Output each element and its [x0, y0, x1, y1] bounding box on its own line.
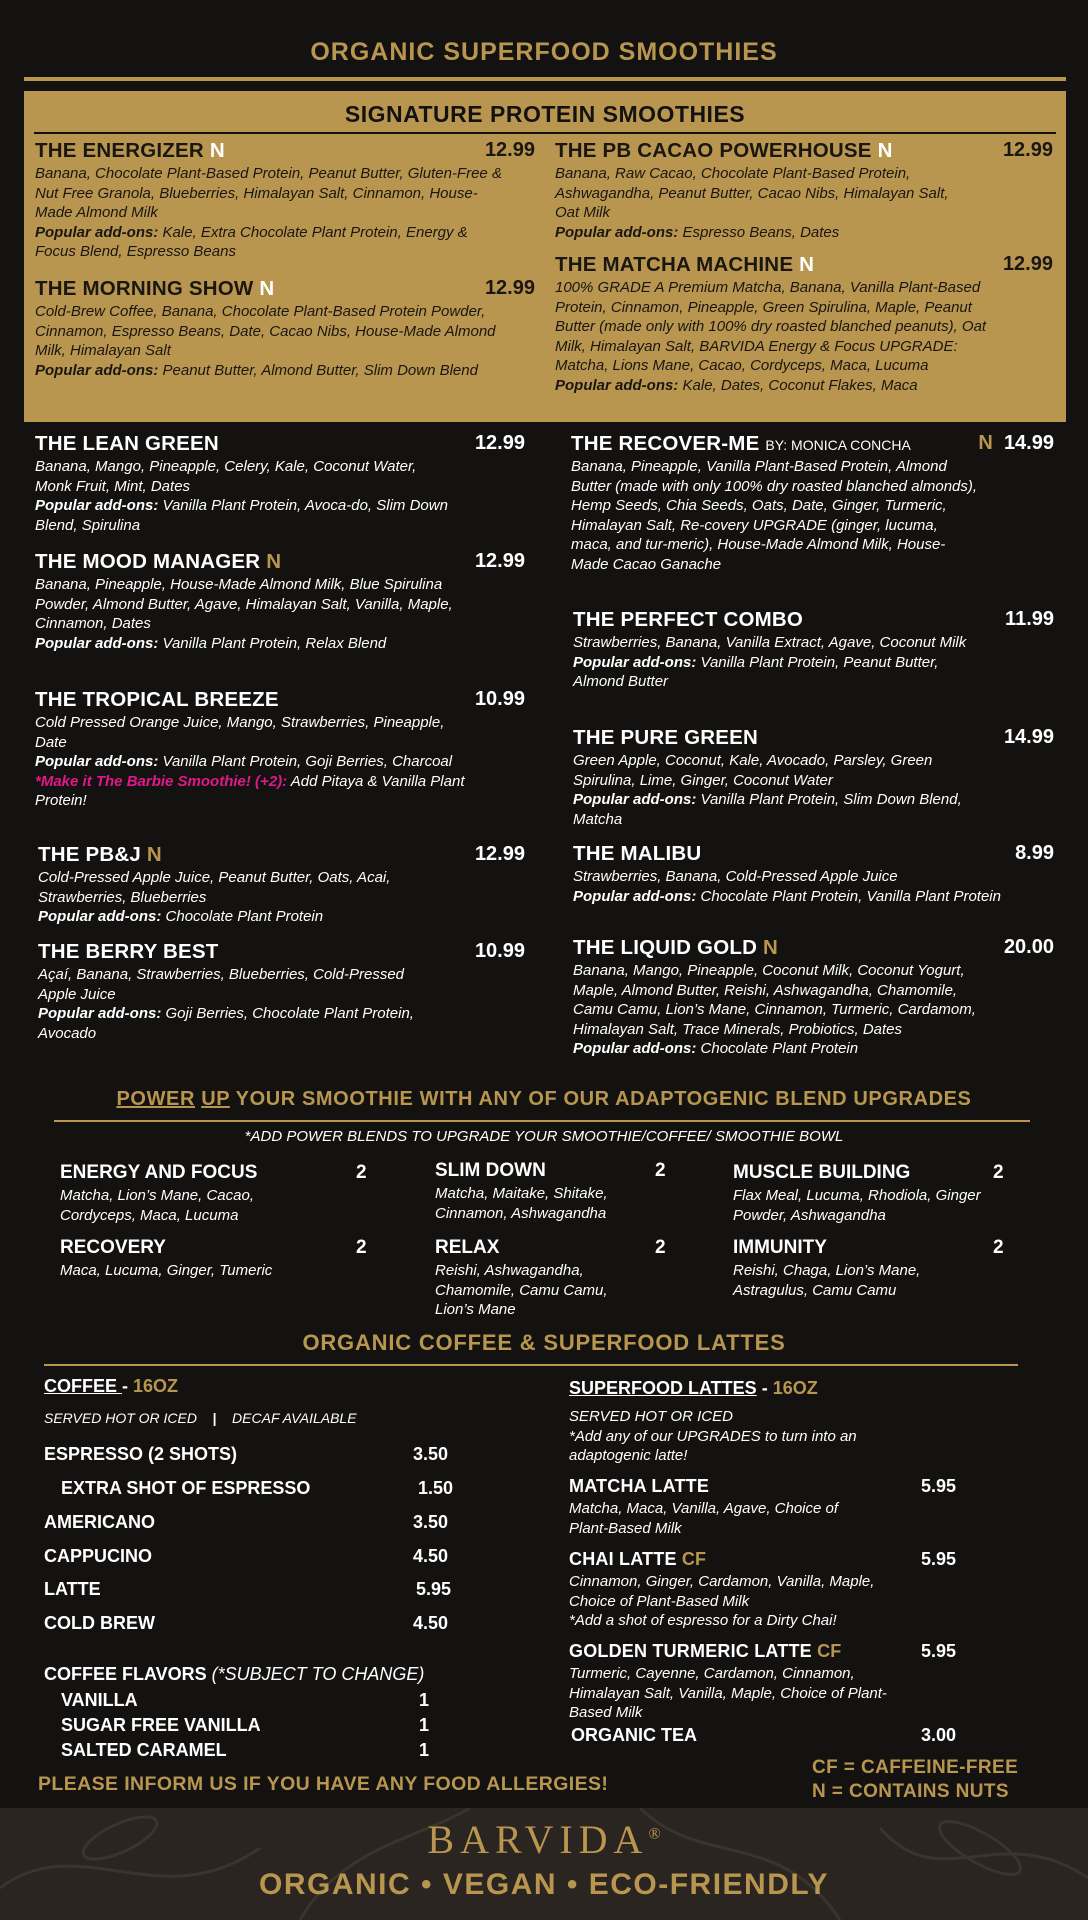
item-price: 5.95 — [921, 1476, 957, 1496]
item-name: THE MALIBU — [573, 842, 702, 865]
flavor-price: 1 — [419, 1740, 430, 1760]
coffee-dash: - — [122, 1376, 134, 1396]
blend-desc: Matcha, Lion’s Mane, Cacao, Cordyceps, Maca, Lucuma — [60, 1187, 254, 1224]
coffee-item-name: COLD BREW — [44, 1613, 155, 1633]
legend-contains-nuts: N = CONTAINS NUTS — [812, 1781, 1009, 1802]
item-price: 12.99 — [484, 277, 535, 299]
menu-item-lean-green — [35, 432, 525, 535]
coffee-item-name: LATTE — [44, 1579, 101, 1599]
item-price: 12.99 — [474, 843, 525, 865]
coffee-section-title: ORGANIC COFFEE & SUPERFOOD LATTES — [302, 1330, 786, 1355]
addons-text: Kale, Dates, Coconut Flakes, Maca — [682, 376, 918, 394]
blend-price: 2 — [655, 1237, 666, 1258]
addons-text: Vanilla Plant Protein, Relax Blend — [162, 634, 387, 652]
power-divider — [54, 1120, 1030, 1122]
latte-item-golden-turmeric — [569, 1641, 969, 1723]
item-name: THE LIQUID GOLD — [573, 936, 758, 959]
nut-badge: N — [762, 936, 778, 959]
item-price: 12.99 — [1002, 139, 1053, 161]
menu-item-malibu — [573, 842, 1054, 906]
nut-badge: N — [978, 432, 993, 454]
flavors-heading-text: COFFEE FLAVORS — [44, 1664, 207, 1684]
item-desc: Banana, Raw Cacao, Chocolate Plant-Based Protein, Ashwagandha, Peanut Butter, Cacao Nibs, Himalayan Salt, Oat Milk — [555, 165, 949, 222]
item-desc: Strawberries, Banana, Vanilla Extract, Agave, Coconut Milk — [573, 634, 967, 651]
lattes-heading — [569, 1378, 818, 1399]
cf-badge: CF — [681, 1549, 707, 1569]
item-price: 20.00 — [1003, 936, 1054, 958]
blend-desc: Reishi, Ashwagandha, Chamomile, Camu Camu, Lion’s Mane — [435, 1262, 608, 1319]
addons-label: Popular add-ons: — [573, 1040, 697, 1058]
item-desc: Banana, Chocolate Plant-Based Protein, Peanut Butter, Gluten-Free & Nut Free Granola, Blueberries, Himalayan Salt, Cinnamon, House-Made Almond Milk — [35, 165, 502, 222]
power-up-title — [0, 1088, 1088, 1111]
blend-energy-focus — [60, 1162, 370, 1225]
addons-text: Espresso Beans, Dates — [682, 223, 840, 241]
lattes-heading-text: SUPERFOOD LATTES — [569, 1378, 757, 1398]
addons-text: Kale, Extra Chocolate Plant Protein, Energy & Focus Blend, Espresso Beans — [35, 223, 468, 261]
signature-title: SIGNATURE PROTEIN SMOOTHIES — [344, 101, 746, 127]
registered-mark: ® — [648, 1825, 661, 1843]
item-price: 12.99 — [474, 550, 525, 572]
served-text: SERVED HOT OR ICED — [44, 1410, 197, 1426]
item-desc: Cold-Pressed Apple Juice, Peanut Butter, Oats, Acai, Strawberries, Blueberries — [38, 869, 391, 906]
blend-price: 2 — [993, 1162, 1004, 1183]
addons-text: Chocolate Plant Protein, Vanilla Plant Protein — [700, 887, 1001, 905]
brand-logo — [0, 1816, 1088, 1863]
blend-immunity — [733, 1237, 1063, 1300]
addons-label: Popular add-ons: — [35, 361, 159, 379]
item-price: 5.95 — [921, 1641, 957, 1661]
flavor-name: VANILLA — [61, 1690, 138, 1710]
menu-item-perfect-combo — [573, 608, 1054, 692]
item-author: BY: MONICA CONCHA — [765, 437, 911, 453]
lattes-size: 16OZ — [772, 1378, 818, 1398]
item-name: THE RECOVER-ME — [571, 432, 760, 455]
item-desc: Açaí, Banana, Strawberries, Blueberries, Cold-Pressed Apple Juice — [38, 966, 405, 1003]
blend-desc: Matcha, Maitake, Shitake, Cinnamon, Ashwagandha — [435, 1185, 608, 1222]
power-title-rest: YOUR SMOOTHIE WITH ANY OF OUR ADAPTOGENIC BLEND UPGRADES — [229, 1088, 972, 1110]
coffee-size: 16OZ — [133, 1376, 179, 1396]
menu-item-matcha-machine — [555, 253, 1053, 396]
cf-badge: CF — [817, 1641, 842, 1661]
coffee-served — [44, 1410, 357, 1426]
item-name: THE MORNING SHOW — [35, 277, 254, 300]
coffee-item-name: CAPPUCINO — [44, 1546, 153, 1566]
coffee-heading-text: COFFEE — [44, 1376, 123, 1396]
item-name: THE ENERGIZER — [35, 139, 204, 162]
lattes-dash: - — [756, 1378, 773, 1398]
addons-text: Goji Berries, Chocolate Plant Protein, Avocado — [38, 1005, 414, 1042]
item-name: THE PB&J — [38, 843, 141, 866]
blend-name: ENERGY AND FOCUS — [60, 1162, 258, 1183]
legend-caffeine-free: CF = CAFFEINE-FREE — [812, 1757, 1019, 1778]
item-desc: Strawberries, Banana, Cold-Pressed Apple Juice — [573, 868, 898, 885]
item-desc: Banana, Pineapple, House-Made Almond Milk, Blue Spirulina Powder, Almond Butter, Agave, Himalayan Salt, Vanilla, Maple, Cinnamon, Dates — [35, 576, 453, 633]
decaf-text: DECAF AVAILABLE — [232, 1410, 357, 1426]
blend-name: MUSCLE BUILDING — [733, 1162, 911, 1183]
addons-text: Chocolate Plant Protein — [165, 908, 324, 926]
menu-item-recover-me — [571, 432, 1054, 575]
item-name: THE PERFECT COMBO — [573, 608, 804, 631]
menu-item-energizer — [35, 139, 535, 262]
addons-label: Popular add-ons: — [35, 497, 159, 515]
item-desc: Turmeric, Cayenne, Cardamon, Cinnamon, Himalayan Salt, Vanilla, Maple, Choice of Plant-Based Milk — [569, 1665, 887, 1722]
addons-label: Popular add-ons: — [38, 908, 162, 926]
coffee-heading — [44, 1376, 178, 1397]
item-name: THE LEAN GREEN — [35, 432, 219, 455]
item-name: CHAI LATTE — [569, 1549, 677, 1569]
blend-desc: Maca, Lucuma, Ginger, Tumeric — [60, 1262, 273, 1279]
nut-badge: N — [266, 550, 282, 573]
coffee-item-price: 4.50 — [413, 1613, 449, 1633]
title-divider — [24, 77, 1066, 81]
menu-item-liquid-gold — [573, 936, 1054, 1059]
item-desc: Cold-Brew Coffee, Banana, Chocolate Plant-Based Protein Powder, Cinnamon, Espresso Beans, Date, Cacao Nibs, House-Made Almond Milk, Himalayan Salt — [35, 303, 496, 360]
blend-name: SLIM DOWN — [435, 1160, 546, 1181]
blend-name: IMMUNITY — [733, 1237, 827, 1258]
item-desc: Banana, Mango, Pineapple, Celery, Kale, Coconut Water, Monk Fruit, Mint, Dates — [35, 458, 417, 495]
blend-price: 2 — [993, 1237, 1004, 1258]
latte-item-matcha — [569, 1476, 969, 1538]
addons-label: Popular add-ons: — [35, 223, 159, 241]
blend-price: 2 — [356, 1237, 367, 1258]
item-price: 10.99 — [474, 940, 525, 962]
brand-tagline: ORGANIC • VEGAN • ECO-FRIENDLY — [259, 1868, 829, 1901]
item-name: GOLDEN TURMERIC LATTE — [569, 1641, 812, 1661]
item-desc: Matcha, Maca, Vanilla, Agave, Choice of Plant-Based Milk — [569, 1500, 839, 1537]
item-desc: Green Apple, Coconut, Kale, Avocado, Parsley, Green Spirulina, Lime, Ginger, Coconut Water — [573, 752, 933, 789]
item-name: THE BERRY BEST — [38, 940, 219, 963]
item-desc: 100% GRADE A Premium Matcha, Banana, Vanilla Plant-Based Protein, Cinnamon, Pineapple, Green Spirulina, Maple, Peanut Butter (made only with 100% dry roasted blanched peanuts), Oat Milk, Himalayan Salt, BARVIDA Energy & Focus UPGRADE: Matcha, Lions Mane, Cacao, Cordyceps, Maca, Lucuma — [555, 279, 987, 375]
nut-badge: N — [799, 253, 815, 276]
lattes-served — [569, 1407, 869, 1466]
nut-badge: N — [877, 139, 893, 162]
menu-item-berry-best — [38, 940, 525, 1043]
blend-price: 2 — [655, 1160, 666, 1181]
signature-divider — [34, 132, 1056, 134]
menu-title: ORGANIC SUPERFOOD SMOOTHIES — [310, 38, 778, 66]
item-price: 5.95 — [921, 1549, 957, 1569]
item-price: 14.99 — [1003, 726, 1054, 748]
coffee-item-name: EXTRA SHOT OF ESPRESSO — [61, 1478, 311, 1498]
nut-badge: N — [259, 277, 275, 300]
menu-item-pure-green — [573, 726, 1054, 829]
item-price: 14.99 — [1003, 432, 1054, 454]
item-price: 10.99 — [474, 688, 525, 710]
addons-text: Vanilla Plant Protein, Avoca-do, Slim Down Blend, Spirulina — [35, 497, 448, 534]
item-price: 11.99 — [1005, 608, 1054, 630]
latte-item-chai — [569, 1549, 969, 1631]
item-desc: Banana, Mango, Pineapple, Coconut Milk, Coconut Yogurt, Maple, Almond Butter, Reishi, Ashwagandha, Chamomile, Camu Camu, Lion’s Mane, Cinnamon, Turmeric, Cardamom, Himalayan Salt, Trace Minerals, Probiotics, Dates — [573, 962, 976, 1038]
addons-label: Popular add-ons: — [573, 791, 697, 809]
item-name: THE PB CACAO POWERHOUSE — [555, 139, 872, 162]
blend-name: RELAX — [435, 1237, 500, 1258]
menu-item-pbj — [38, 843, 525, 927]
coffee-item-name: AMERICANO — [44, 1512, 155, 1532]
menu-item-morning-show — [35, 277, 535, 380]
item-desc: Cinnamon, Ginger, Cardamon, Vanilla, Maple, Choice of Plant-Based Milk — [569, 1573, 875, 1610]
latte-item-name: ORGANIC TEA — [571, 1725, 697, 1745]
flavor-price: 1 — [419, 1715, 430, 1735]
item-name: THE TROPICAL BREEZE — [35, 688, 279, 711]
addons-text: Peanut Butter, Almond Butter, Slim Down Blend — [162, 361, 478, 379]
item-price: 12.99 — [484, 139, 535, 161]
item-name: THE PURE GREEN — [573, 726, 759, 749]
addons-label: Popular add-ons: — [38, 1005, 162, 1023]
allergy-notice: PLEASE INFORM US IF YOU HAVE ANY FOOD ALLERGIES! — [38, 1773, 609, 1795]
menu-item-mood-manager — [35, 550, 525, 653]
blend-relax — [435, 1237, 675, 1320]
addons-label: Popular add-ons: — [573, 653, 697, 671]
coffee-item-name: ESPRESSO (2 SHOTS) — [44, 1444, 238, 1464]
item-name: MATCHA LATTE — [569, 1476, 710, 1496]
latte-item-price: 3.00 — [921, 1725, 957, 1745]
nut-badge: N — [146, 843, 162, 866]
coffee-item-price: 4.50 — [413, 1546, 449, 1566]
addons-text: Vanilla Plant Protein, Slim Down Blend, Matcha — [573, 791, 962, 828]
power-subtitle: *ADD POWER BLENDS TO UPGRADE YOUR SMOOTHIE/COFFEE/ SMOOTHIE BOWL — [244, 1128, 844, 1145]
blend-desc: Flax Meal, Lucuma, Rhodiola, Ginger Powder, Ashwagandha — [733, 1187, 981, 1224]
item-price: 8.99 — [1015, 842, 1054, 864]
addons-label: Popular add-ons: — [555, 223, 679, 241]
blend-name: RECOVERY — [60, 1237, 166, 1258]
blend-price: 2 — [356, 1162, 367, 1183]
item-name: THE MOOD MANAGER — [35, 550, 261, 573]
signature-section — [24, 91, 1066, 422]
addons-text: Vanilla Plant Protein, Goji Berries, Charcoal — [162, 753, 453, 771]
barbie-name: The Barbie Smoothie! — [95, 772, 251, 790]
item-price: 12.99 — [474, 432, 525, 454]
flavor-name: SALTED CARAMEL — [61, 1740, 227, 1760]
item-desc: Banana, Pineapple, Vanilla Plant-Based Protein, Almond Butter (made with only 100% dry roasted blanched almonds), Hemp Seeds, Chia Seeds, Oats, Date, Ginger, Turmeric, Himalayan Salt, Re-covery UPGRADE (ginger, lucuma, maca, and tur-meric), House-Made Almond Milk, House-Made Cacao Ganache — [571, 458, 978, 573]
barbie-plus: (+2): — [250, 772, 288, 790]
addons-label: Popular add-ons: — [555, 376, 679, 394]
flavors-heading — [44, 1664, 424, 1685]
item-note: *Add a shot of espresso for a Dirty Chai! — [569, 1612, 837, 1630]
addons-label: Popular add-ons: — [35, 634, 159, 652]
addons-text: Vanilla Plant Protein, Peanut Butter, Almond Butter — [573, 653, 939, 691]
nut-badge: N — [209, 139, 225, 162]
addons-label: Popular add-ons: — [35, 753, 159, 771]
separator: | — [212, 1410, 217, 1426]
coffee-item-price: 3.50 — [413, 1512, 449, 1532]
lattes-note: *Add any of our UPGRADES to turn into an adaptogenic latte! — [569, 1427, 857, 1465]
flavor-name: SUGAR FREE VANILLA — [61, 1715, 261, 1735]
barbie-text: Add Pitaya & Vanilla Plant Protein! — [35, 772, 465, 810]
brand-name: BARVIDA — [427, 1817, 649, 1862]
blend-muscle-building — [733, 1162, 1063, 1225]
served-text: SERVED HOT OR ICED — [569, 1408, 733, 1425]
power-word: POWER — [116, 1088, 196, 1110]
blend-recovery — [60, 1237, 370, 1281]
coffee-divider — [44, 1364, 1018, 1366]
addons-label: Popular add-ons: — [573, 887, 697, 905]
flavor-price: 1 — [419, 1690, 430, 1710]
item-price: 12.99 — [1002, 253, 1053, 275]
item-name: THE MATCHA MACHINE — [555, 253, 794, 276]
up-word: UP — [201, 1088, 230, 1110]
addons-text: Chocolate Plant Protein — [700, 1040, 859, 1058]
footer — [0, 1808, 1088, 1920]
flavors-note: (*SUBJECT TO CHANGE) — [206, 1664, 425, 1684]
item-desc: Cold Pressed Orange Juice, Mango, Strawberries, Pineapple, Date — [35, 714, 445, 751]
menu-item-pb-cacao — [555, 139, 1053, 242]
coffee-item-price: 5.95 — [416, 1579, 452, 1599]
menu-item-tropical-breeze — [35, 688, 525, 811]
coffee-item-price: 1.50 — [418, 1478, 454, 1498]
blend-slim-down — [435, 1160, 675, 1223]
coffee-item-price: 3.50 — [413, 1444, 449, 1464]
blend-desc: Reishi, Chaga, Lion’s Mane, Astragulus, Camu Camu — [733, 1262, 921, 1299]
barbie-prefix: *Make it — [35, 772, 96, 790]
